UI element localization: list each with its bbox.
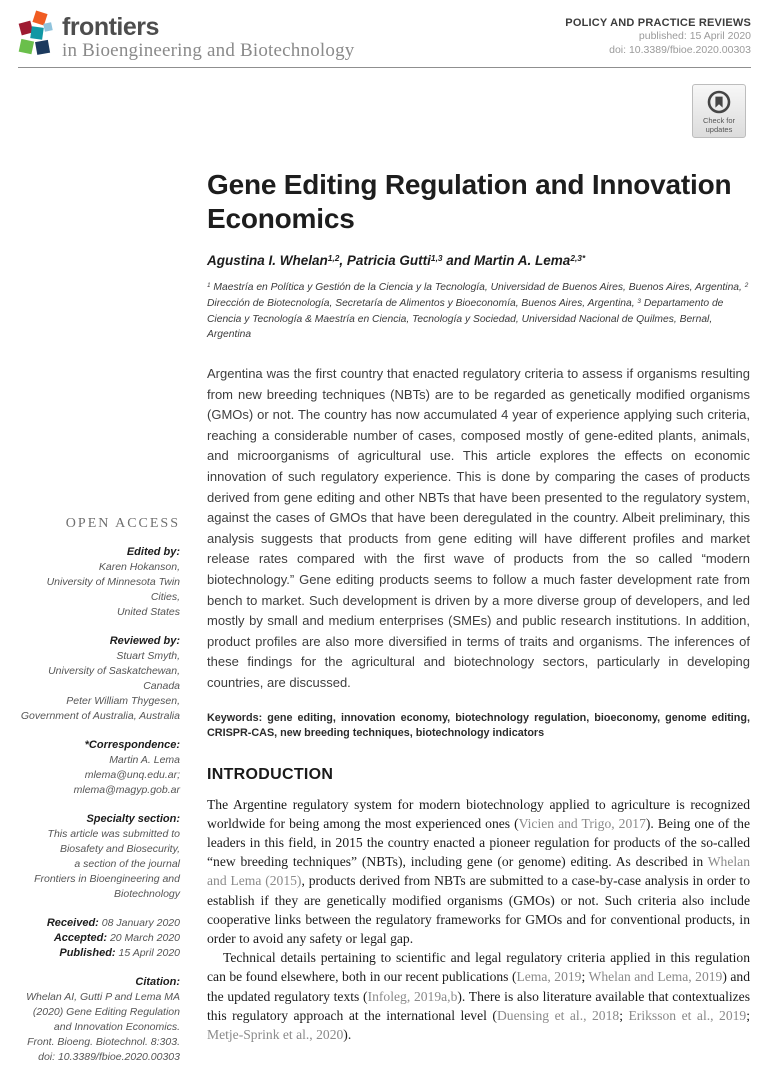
sidebar-line: Frontiers in Bioengineering and bbox=[34, 873, 180, 885]
superscript: 1 bbox=[207, 282, 211, 290]
citation-link[interactable]: Eriksson et al., 2019 bbox=[628, 1007, 747, 1023]
journal-name: in Bioengineering and Biotechnology bbox=[62, 40, 355, 61]
sidebar-line: Biosafety and Biosecurity, bbox=[59, 843, 180, 855]
article-title: Gene Editing Regulation and Innovation Economics bbox=[207, 169, 732, 234]
open-access-label: OPEN ACCESS bbox=[65, 516, 180, 531]
text-segment: ; bbox=[746, 1007, 750, 1023]
intro-paragraph-1 bbox=[207, 795, 750, 949]
sidebar-line: Biotechnology bbox=[114, 888, 180, 900]
keywords-line: Keywords: gene editing, innovation economy, biotechnology regulation, bioeconomy, genome editing, CRISPR-CAS, new breeding techniques, biotechnology indicators bbox=[207, 711, 750, 739]
citation-lines bbox=[18, 990, 180, 1065]
superscript: 3 bbox=[637, 298, 641, 306]
published-date: published: 15 April 2020 bbox=[638, 30, 751, 42]
superscript: 2,3* bbox=[570, 253, 586, 264]
frontiers-logo[interactable] bbox=[14, 10, 354, 62]
text-segment: The Argentine regulatory system for modern biotechnology applied to agriculture is recognized worldwide for being among the most experienced ones ( bbox=[207, 796, 750, 831]
citation-link[interactable]: Duensing et al., 2018 bbox=[496, 1007, 620, 1023]
check-for-updates-label: Check for updates bbox=[702, 116, 736, 134]
crossmark-bookmark-icon bbox=[706, 89, 732, 115]
correspondence-block bbox=[18, 738, 180, 798]
sidebar-line: Whelan AI, Gutti P and Lema MA bbox=[26, 991, 180, 1003]
sidebar-line: Government of Australia, Australia bbox=[20, 710, 180, 722]
correspondence-lines bbox=[18, 753, 180, 798]
authors-line bbox=[207, 253, 750, 268]
page-header bbox=[14, 10, 751, 62]
sidebar-line[interactable]: mlema@unq.edu.ar; bbox=[84, 769, 180, 781]
text-segment: ) and the updated regulatory texts ( bbox=[207, 969, 750, 1004]
text-segment: , products derived from NBTs are submitted to a case-by-case analysis in order to establish if they are genetically modified organisms (GMOs) or not. Such criteria also include cooperative links between the regulatory frameworks for GMOs and for conventional products, in order to avoid any safety or legal gap. bbox=[207, 873, 750, 946]
frontiers-logo-icon bbox=[14, 10, 58, 62]
citation-link[interactable]: Vicien and Trigo, 2017 bbox=[518, 815, 646, 831]
text-segment: Agustina I. Whelan bbox=[207, 253, 328, 268]
text-segment: ). There is also literature available that contextualizes this regulatory approach at the international level ( bbox=[207, 988, 750, 1023]
affiliations bbox=[207, 280, 750, 342]
edited-by-label: Edited by: bbox=[126, 546, 180, 558]
sidebar-line: University of Minnesota Twin Cities, bbox=[46, 576, 180, 603]
sidebar-line: Peter William Thygesen, bbox=[66, 695, 180, 707]
edited-by-block bbox=[18, 545, 180, 620]
sidebar-line: United States bbox=[116, 606, 180, 618]
text-segment: Maestría en Política y Gestión de la Ciencia y la Tecnología, Universidad de Buenos Aires, Buenos Aires, Argentina, bbox=[210, 282, 745, 293]
text-segment: Departamento de Ciencia y Tecnología & Maestría en Ciencia, Tecnología y Sociedad, Universidad Nacional de Quilmes, Bernal, Argentina bbox=[207, 298, 724, 340]
intro-paragraph-2 bbox=[207, 948, 750, 1044]
sidebar-line: (2020) Gene Editing Regulation bbox=[32, 1006, 180, 1018]
dates-block bbox=[18, 916, 180, 961]
sidebar-line: This article was submitted to bbox=[47, 828, 180, 840]
header-meta-block bbox=[565, 16, 751, 57]
citation-block bbox=[18, 975, 180, 1065]
introduction-heading: INTRODUCTION bbox=[207, 765, 334, 783]
article-info-sidebar bbox=[18, 516, 180, 1065]
sidebar-line: and Innovation Economics. bbox=[53, 1021, 180, 1033]
sidebar-line: a section of the journal bbox=[74, 858, 180, 870]
introduction-body bbox=[207, 795, 750, 1045]
superscript: 1,2 bbox=[327, 253, 340, 264]
header-divider bbox=[18, 67, 751, 68]
text-segment: ; bbox=[619, 1007, 629, 1023]
logo-title: frontiers bbox=[62, 13, 159, 41]
sidebar-line: Karen Hokanson, bbox=[98, 561, 180, 573]
citation-link[interactable]: Metje-Sprink et al., 2020 bbox=[207, 1026, 344, 1042]
reviewed-by-lines bbox=[18, 649, 180, 724]
check-for-updates-badge[interactable] bbox=[692, 84, 746, 138]
text-segment: ). bbox=[343, 1026, 352, 1042]
citation-link[interactable]: Whelan and Lema (2015) bbox=[207, 854, 750, 889]
citation-link[interactable]: Lema, 2019 bbox=[516, 969, 582, 985]
sidebar-line: Stuart Smyth, bbox=[116, 650, 180, 662]
specialty-section-label: Specialty section: bbox=[86, 813, 180, 825]
correspondence-label: *Correspondence: bbox=[84, 739, 180, 751]
text-segment: Technical details pertaining to scientific and legal regulatory criteria applied in this regulation can be found elsewhere, both in our recent publications ( bbox=[207, 950, 750, 985]
doi-link[interactable]: doi: 10.3389/fbioe.2020.00303 bbox=[609, 43, 751, 56]
accepted-date: Accepted: 20 March 2020 bbox=[53, 932, 180, 944]
text-segment: Dirección de Biotecnología, Secretaría de Alimentos y Bioeconomía, Buenos Aires, Argentina, bbox=[207, 298, 638, 309]
text-segment: ; bbox=[581, 969, 589, 985]
article-type-label: POLICY AND PRACTICE REVIEWS bbox=[565, 17, 751, 29]
logo-text bbox=[62, 10, 354, 62]
sidebar-line[interactable]: Martin A. Lema bbox=[109, 754, 180, 766]
sidebar-line: Front. Bioeng. Biotechnol. 8:303. bbox=[27, 1036, 180, 1048]
superscript: 1,3 bbox=[430, 253, 443, 264]
citation-label: Citation: bbox=[135, 976, 180, 988]
citation-link[interactable]: Whelan and Lema, 2019 bbox=[588, 969, 723, 985]
specialty-section-block bbox=[18, 812, 180, 902]
received-date: Received: 08 January 2020 bbox=[46, 917, 180, 929]
text-segment: and Martin A. Lema bbox=[442, 253, 571, 268]
reviewed-by-label: Reviewed by: bbox=[109, 635, 180, 647]
reviewed-by-block bbox=[18, 634, 180, 724]
citation-link[interactable]: Infoleg, 2019a,b bbox=[367, 988, 458, 1004]
text-segment: , Patricia Gutti bbox=[339, 253, 431, 268]
sidebar-line: doi: 10.3389/fbioe.2020.00303 bbox=[38, 1051, 180, 1063]
sidebar-line: University of Saskatchewan, Canada bbox=[48, 665, 180, 692]
edited-by-lines bbox=[18, 560, 180, 620]
article-main-column bbox=[207, 160, 750, 1044]
abstract-text: Argentina was the first country that enacted regulatory criteria to assess if organisms resulting from new breeding techniques (NBTs) are to be regarded as genetically modified organisms (GMOs) or not. The country has now accumulated 4 year of experience applying such criteria, reaching a considerable number of cases, composed mostly of gene-edited plants, animals, and microorganisms of agricultural use. This article explores the effects on economic innovation of such regulatory experience. This is done by comparing the cases of products derived from gene editing and other NBTs that have been presented to the regulatory system, against the cases of GMOs that have been deregulated in the country. Albeit preliminary, this analysis suggests that products from gene editing will have different profiles and market release rates compared with the first wave of products from the so called “modern biotechnology.” Gene editing products seems to follow a much faster development rate from bench to market. Such development is driven by a more diverse group of developers, and led mostly by small and medium enterprises (SMEs) and public research institutions. In addition, product profiles are also more diversified in terms of traits and organisms. The inferences of these findings for the agricultural and biotechnology sectors, particularly in developing countries, are discussed. bbox=[207, 366, 750, 690]
published-date-side: Published: 15 April 2020 bbox=[59, 947, 180, 959]
sidebar-line[interactable]: mlema@magyp.gob.ar bbox=[73, 784, 180, 796]
specialty-section-lines bbox=[18, 827, 180, 902]
text-segment: ). Being one of the leaders in this field, in 2015 the country enacted a pioneer regulation for products of the so-called “new breeding techniques” (NBTs), including gene (or genome) editing. As described in bbox=[207, 815, 750, 870]
superscript: 2 bbox=[744, 282, 749, 290]
